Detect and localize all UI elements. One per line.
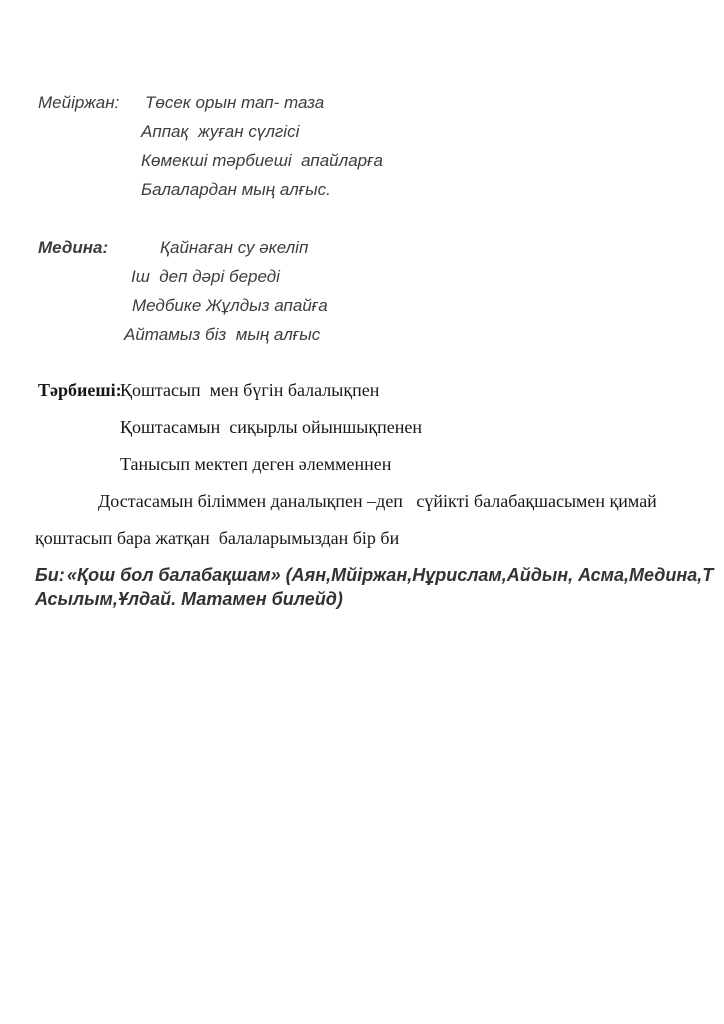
dialogue-line: Медбике Жұлдыз апайға (132, 296, 328, 315)
dialogue-line (38, 372, 657, 409)
dialogue-line: Іш деп дәрі береді (131, 267, 280, 286)
dialogue-line (35, 563, 713, 587)
dialogue-line: қоштасып бара жатқан балаларымыздан бір би (35, 528, 400, 548)
speaker-label-bi: Би: (35, 565, 65, 585)
dialogue-line: Достасамын біліммен даналықпен –деп сүйікті балабақшасымен қимай (98, 491, 657, 511)
dialogue-text: Қайнаған су әкеліп (160, 238, 309, 257)
dialogue-text: Қоштасып мен бүгін балалықпен (120, 380, 380, 400)
dialogue-line: Айтамыз біз мың алғыс (124, 325, 321, 344)
dialogue-line (38, 233, 328, 262)
dialogue-text: «Қош бол балабақшам» (Аян,Мйіржан,Нұрислам,Айдын, Асма,Медина,Т (67, 565, 714, 585)
dialogue-line: Танысып мектеп деген әлемменнен (120, 454, 392, 474)
dialogue-line: Аппақ жуған сүлгісі (141, 122, 300, 141)
dialogue-block-meirzhan (38, 88, 383, 204)
dialogue-line: Асылым,Ұлдай. Матамен билейд) (35, 589, 343, 609)
dialogue-block-bi (35, 563, 713, 611)
speaker-label-meirzhan: Мейіржан: (38, 93, 120, 112)
dialogue-text: Төсек орын тап- таза (145, 93, 325, 112)
dialogue-block-medina (38, 233, 328, 349)
dialogue-line: Қоштасамын сиқырлы ойыншықпенен (120, 417, 422, 437)
speaker-label-tarbieshi: Тәрбиеші: (38, 380, 122, 400)
dialogue-line (38, 88, 383, 117)
dialogue-line: Көмекші тәрбиеші апайларға (141, 151, 384, 170)
dialogue-line: Балалардан мың алғыс. (141, 180, 331, 199)
dialogue-block-tarbieshi (35, 372, 657, 557)
speaker-label-medina: Медина: (38, 238, 109, 257)
